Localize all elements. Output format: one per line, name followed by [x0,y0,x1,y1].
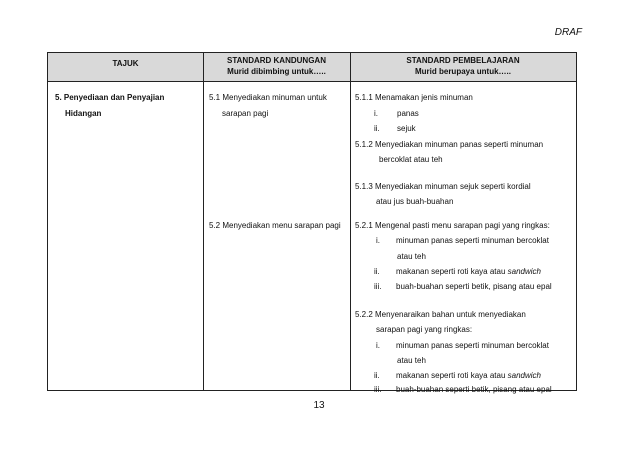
learning-standard-5-2-2: 5.2.2 Menyenaraikan bahan untuk menyediakan [355,310,526,319]
learning-standard-5-1-1: 5.1.1 Menamakan jenis minuman [355,93,473,102]
header-tajuk: TAJUK [112,59,139,68]
topic-title-cont: Hidangan [65,109,102,118]
topic-title: 5. Penyediaan dan Penyajian [55,93,165,102]
list-item: makanan seperti roti kaya atau sandwich [396,371,541,380]
list-number: i. [376,236,380,245]
list-number: ii. [374,124,380,133]
list-item: sejuk [397,124,416,133]
draft-watermark: DRAF [554,27,582,38]
learning-standard-5-1-3-cont: atau jus buah-buahan [376,197,454,206]
learning-standard-5-2-1: 5.2.1 Mengenal pasti menu sarapan pagi yang ringkas: [355,221,550,230]
content-standard-5-2: 5.2 Menyediakan menu sarapan pagi [209,221,341,230]
list-number: ii. [374,267,380,276]
list-item: makanan seperti roti kaya atau sandwich [396,267,541,276]
content-standard-5-1: 5.1 Menyediakan minuman untuk [209,93,327,102]
header-standard-kandungan-sub: Murid dibimbing untuk….. [227,67,326,76]
page-number: 13 [313,400,325,411]
list-item: minuman panas seperti minuman bercoklat [396,236,549,245]
list-number: iii. [374,282,382,291]
table-header-row [48,52,576,82]
list-number: i. [376,341,380,350]
list-number: i. [374,109,378,118]
column-divider [203,52,204,390]
header-standard-pembelajaran-sub: Murid berupaya untuk….. [414,67,511,76]
column-divider [350,52,351,390]
list-number: ii. [374,371,380,380]
curriculum-table [47,52,577,394]
content-standard-5-1-cont: sarapan pagi [222,109,269,118]
list-item: buah-buahan seperti betik, pisang atau epal [396,385,552,394]
list-number: iii. [374,385,382,394]
learning-standard-5-1-2: 5.1.2 Menyediakan minuman panas seperti minuman [355,140,544,149]
list-item: panas [397,109,419,118]
list-item: buah-buahan seperti betik, pisang atau epal [396,282,552,291]
header-standard-pembelajaran: STANDARD PEMBELAJARAN [406,56,520,65]
learning-standard-5-1-2-cont: bercoklat atau teh [379,155,443,164]
list-item-cont: atau teh [397,356,426,365]
learning-standard-5-2-2-cont: sarapan pagi yang ringkas: [376,325,473,334]
list-item: minuman panas seperti minuman bercoklat [396,341,549,350]
learning-standard-5-1-3: 5.1.3 Menyediakan minuman sejuk seperti kordial [355,182,531,191]
list-item-cont: atau teh [397,252,426,261]
header-standard-kandungan: STANDARD KANDUNGAN [227,56,326,65]
